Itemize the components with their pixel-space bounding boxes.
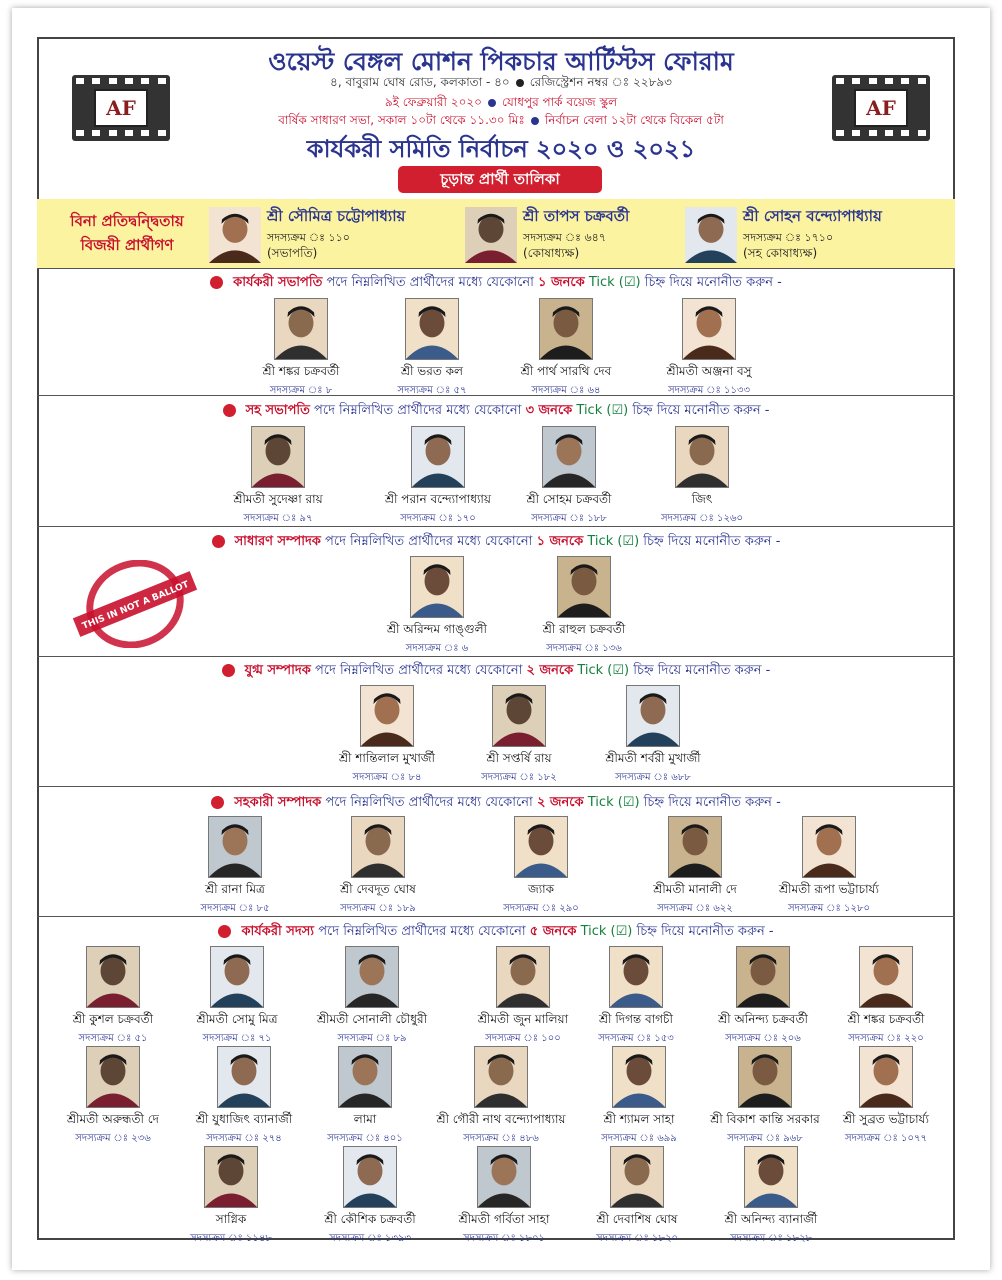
candidate-member-no: সদস্যক্রম ঃ ৪৮৬	[463, 1133, 539, 1144]
candidate-member-no: সদস্যক্রম ঃ ৮৫	[200, 903, 270, 914]
candidate-name: শ্রীমতী মানালী দে	[653, 882, 737, 896]
tick-mark: Tick (☑)	[580, 924, 633, 939]
section-divider	[37, 526, 955, 527]
candidate-photo	[274, 298, 328, 360]
instruction-end: চিহ্ন দিয়ে মনোনীত করুন -	[636, 924, 774, 939]
candidate-card	[691, 1146, 851, 1248]
portrait-icon	[211, 947, 263, 1007]
portrait-icon	[478, 1147, 530, 1207]
candidate-name: শ্রী রাহুল চক্রবর্তী	[542, 622, 626, 636]
section-instruction	[37, 532, 955, 553]
portrait-icon	[610, 947, 662, 1007]
portrait-icon	[860, 947, 912, 1007]
candidate-photo	[411, 426, 465, 488]
candidate-member-no: সদস্যক্রম ঃ ৪০১	[327, 1133, 403, 1144]
candidate-card	[421, 1046, 581, 1148]
portrait-icon	[87, 1047, 139, 1107]
portrait-icon	[205, 1147, 257, 1207]
candidate-name: শ্রী অরিন্দম গাঙ্গুলী	[387, 622, 487, 636]
candidate-name: শ্রী অনিন্দ্য ব্যানার্জী	[724, 1212, 818, 1226]
tick-mark: Tick (☑)	[588, 275, 641, 290]
unopposed-label	[47, 209, 207, 257]
select-count: ৩ জনকে	[525, 403, 573, 418]
candidate-name: শ্রী কৌশিক চক্রবর্তী	[324, 1212, 416, 1226]
candidate-photo	[682, 298, 736, 360]
portrait-icon	[406, 299, 458, 359]
instruction-end: চিহ্ন দিয়ে মনোনীত করুন -	[643, 795, 781, 810]
meeting: বার্ষিক সাধারণ সভা, সকাল ১০টা থেকে ১১.৩০ মিঃ	[278, 113, 525, 127]
candidate-photo	[738, 1046, 792, 1108]
instruction-end: চিহ্ন দিয়ে মনোনীত করুন -	[643, 534, 781, 549]
candidate-photo	[668, 816, 722, 878]
registration: রেজিস্ট্রেশন নম্বর ঃ ২২৮৯৩	[529, 75, 672, 89]
candidate-card	[629, 298, 789, 400]
candidate-card	[357, 556, 517, 658]
red-bullet-icon	[223, 404, 236, 417]
candidate-name: শ্রীমতী গর্বিতা সাহা	[458, 1212, 550, 1226]
section-divider	[37, 656, 955, 657]
candidate-card	[749, 816, 909, 918]
portrait-icon	[737, 947, 789, 1007]
candidate-photo	[204, 1146, 258, 1208]
post-name: কার্যকরী সদস্য	[241, 924, 315, 939]
portrait-icon	[745, 1147, 797, 1207]
logo-right-text: AF	[854, 89, 908, 127]
candidate-photo	[345, 946, 399, 1008]
meeting-line	[0, 112, 1002, 132]
candidate-photo	[675, 426, 729, 488]
candidate-photo	[612, 1046, 666, 1108]
portrait-icon	[739, 1047, 791, 1107]
candidate-card	[806, 1046, 966, 1148]
candidate-name: শ্রী সপ্তর্ষি রায়	[486, 751, 552, 765]
candidate-name: শ্রী দিগন্ত বাগচী	[599, 1012, 673, 1026]
portrait-icon	[540, 299, 592, 359]
winner-member-no: সদস্যক্রম ঃ ১৭১০	[743, 231, 834, 244]
candidate-member-no: সদস্যক্রম ঃ ২০৬	[725, 1033, 801, 1044]
candidate-member-no: সদস্যক্রম ঃ ১০০	[485, 1033, 561, 1044]
bullet-icon	[516, 79, 524, 87]
section-divider	[37, 786, 955, 787]
address-line	[0, 74, 1002, 94]
candidate-name: শ্রীমতী অরুন্ধতী দে	[67, 1112, 159, 1126]
instruction-end: চিহ্ন দিয়ে মনোনীত করুন -	[644, 275, 782, 290]
candidate-member-no: সদস্যক্রম ঃ ১১৩৩	[668, 385, 750, 396]
candidate-photo	[744, 1146, 798, 1208]
candidate-photo	[477, 1146, 531, 1208]
post-name: সাধারণ সম্পাদক	[234, 534, 321, 549]
tick-mark: Tick (☑)	[576, 403, 629, 418]
portrait-icon	[411, 557, 463, 617]
portrait-icon	[275, 299, 327, 359]
candidate-name: শ্রীমতী সুদেষ্ণা রায়	[233, 492, 323, 506]
red-bullet-icon	[210, 276, 223, 289]
candidate-member-no: সদস্যক্রম ঃ ৯৬৮	[727, 1133, 803, 1144]
candidate-member-no: সদস্যক্রম ঃ ২৯০	[503, 903, 579, 914]
unopposed-label-line2: বিজয়ী প্রার্থীগণ	[80, 236, 174, 254]
unopposed-label-line1: বিনা প্রতিদ্বন্দ্বিতায়	[70, 212, 184, 230]
candidate-card	[198, 426, 358, 528]
candidate-name: শ্রী শ্যামল সাহা	[603, 1112, 675, 1126]
portrait-icon	[543, 427, 595, 487]
portrait-icon	[475, 1047, 527, 1107]
candidate-member-no: সদস্যক্রম ঃ ৬৯৯	[601, 1133, 677, 1144]
select-count: ২ জনকে	[526, 663, 574, 678]
candidate-photo	[609, 946, 663, 1008]
winner-role: (সহ কোষাধ্যক্ষ)	[743, 246, 818, 260]
org-name: ওয়েস্ট বেঙ্গল মোশন পিকচার আর্টিস্টস ফোরাম	[268, 47, 734, 76]
red-bullet-icon	[211, 796, 224, 809]
candidate-name: শ্রী দেবাশিষ ঘোষ	[596, 1212, 678, 1226]
select-count: ২ জনকে	[536, 795, 584, 810]
candidate-member-no: সদস্যক্রম ঃ ১২৮০	[788, 903, 870, 914]
instruction-mid: পদে নিম্নলিখিত প্রার্থীদের মধ্যে যেকোনো	[326, 275, 534, 290]
candidate-member-no: সদস্যক্রম ঃ ৫৭	[397, 385, 467, 396]
candidate-photo	[210, 946, 264, 1008]
candidate-member-no: সদস্যক্রম ঃ ১৮৯	[340, 903, 416, 914]
candidate-member-no: সদস্যক্রম ঃ ১৫৩	[598, 1033, 674, 1044]
candidate-name: শ্রী সোহম চক্রবর্তী	[526, 492, 612, 506]
candidate-member-no: সদস্যক্রম ঃ ৬	[405, 643, 469, 654]
logo-left-text: AF	[94, 89, 148, 127]
instruction-mid: পদে নিম্নলিখিত প্রার্থীদের মধ্যে যেকোনো	[314, 663, 523, 678]
candidate-card	[151, 1146, 311, 1248]
winner-member-no: সদস্যক্রম ঃ ১১০	[267, 231, 350, 244]
final-list-badge: চূড়ান্ত প্রার্থী তালিকা	[398, 166, 602, 193]
candidate-name: শ্রী শঙ্কর চক্রবর্তী	[847, 1012, 925, 1026]
section-instruction	[37, 401, 955, 422]
candidate-photo	[859, 1046, 913, 1108]
instruction-mid: পদে নিম্নলিখিত প্রার্থীদের মধ্যে যেকোনো	[314, 403, 522, 418]
candidate-name: শ্রীমতী শর্বরী মুখার্জী	[605, 751, 701, 765]
portrait-icon	[493, 686, 545, 746]
candidate-name: শ্রীমতী জুন মালিয়া	[477, 1012, 569, 1026]
candidate-member-no: সদস্যক্রম ঃ ১১৪৮	[190, 1233, 272, 1244]
portrait-icon	[627, 686, 679, 746]
portrait-icon	[497, 947, 549, 1007]
candidate-member-no: সদস্যক্রম ঃ ৬৮৮	[615, 772, 691, 783]
candidate-photo	[610, 1146, 664, 1208]
candidate-card	[504, 556, 664, 658]
winner-role: (সভাপতি)	[267, 246, 318, 260]
portrait-icon	[252, 427, 304, 487]
candidate-photo	[251, 426, 305, 488]
candidate-name: শ্রী যুধাজিৎ ব্যানার্জী	[195, 1112, 293, 1126]
date-line	[0, 94, 1002, 114]
candidate-photo	[405, 298, 459, 360]
candidate-name: লামা	[353, 1112, 377, 1126]
candidate-name: শ্রী শান্তিলাল মুখার্জী	[339, 751, 435, 765]
candidate-member-no: সদস্যক্রম ঃ ১২৬০	[661, 513, 743, 524]
portrait-icon	[669, 817, 721, 877]
winner-name: শ্রী সৌমিত্র চট্টোপাধ্যায়	[267, 207, 406, 225]
red-bullet-icon	[222, 664, 235, 677]
candidate-member-no: সদস্যক্রম ঃ ৭১	[202, 1033, 272, 1044]
portrait-icon	[803, 817, 855, 877]
portrait-icon	[218, 1047, 270, 1107]
candidate-name: শ্রী গৌরী নাথ বন্দ্যোপাধ্যায়	[436, 1112, 566, 1126]
section-divider	[37, 395, 955, 396]
bullet-icon	[488, 99, 496, 107]
candidate-name: শ্রী পার্থ সারথি দেব	[520, 364, 612, 378]
candidate-member-no: সদস্যক্রম ঃ ১৩৬	[546, 643, 622, 654]
portrait-icon	[860, 1047, 912, 1107]
candidate-name: শ্রী রানা মিত্র	[205, 882, 265, 896]
candidate-card	[806, 946, 966, 1048]
voting: নির্বাচন বেলা ১২টা থেকে বিকেল ৫টা	[544, 113, 724, 127]
portrait-icon	[465, 207, 517, 263]
post-name: সহ সভাপতি	[245, 403, 310, 418]
tick-mark: Tick (☑)	[587, 534, 640, 549]
tick-mark: Tick (☑)	[577, 663, 630, 678]
portrait-icon	[209, 817, 261, 877]
portrait-icon	[685, 207, 737, 263]
candidate-member-no: সদস্যক্রম ঃ ৬২২	[657, 903, 733, 914]
candidate-photo	[736, 946, 790, 1008]
section-instruction	[37, 922, 955, 943]
candidate-member-no: সদস্যক্রম ঃ ১৩৯৩	[329, 1233, 411, 1244]
candidate-card	[155, 816, 315, 918]
section-divider	[37, 268, 955, 269]
candidate-name: শ্রী ভরত কল	[401, 364, 463, 378]
candidate-photo	[217, 1046, 271, 1108]
portrait-icon	[346, 947, 398, 1007]
instruction-end: চিহ্ন দিয়ে মনোনীত করুন -	[632, 403, 770, 418]
candidate-name: শ্রীমতী অঞ্জনা বসু	[666, 364, 752, 378]
red-bullet-icon	[212, 535, 225, 548]
section-instruction	[37, 273, 955, 294]
candidate-member-no: সদস্যক্রম ঃ ৬৪	[531, 385, 601, 396]
candidate-member-no: সদস্যক্রম ঃ ৫১	[78, 1033, 148, 1044]
select-count: ৫ জনকে	[529, 924, 577, 939]
tick-mark: Tick (☑)	[587, 795, 640, 810]
candidate-photo	[492, 685, 546, 747]
candidate-name: শ্রী পরান বন্দ্যোপাধ্যায়	[385, 492, 491, 506]
candidate-card	[573, 685, 733, 787]
candidate-photo	[86, 946, 140, 1008]
candidate-photo	[343, 1146, 397, 1208]
post-name: কার্যকরী সভাপতি	[233, 275, 323, 290]
candidate-member-no: সদস্যক্রম ঃ ৮৯	[337, 1033, 407, 1044]
portrait-icon	[683, 299, 735, 359]
candidate-photo	[496, 946, 550, 1008]
date: ৯ই ফেব্রুয়ারী ২০২০	[384, 95, 482, 109]
bullet-icon	[531, 117, 539, 125]
candidate-name: জ্যাক	[527, 882, 555, 896]
candidate-name: শ্রীমতী রূপা ভট্টাচার্য্য	[779, 882, 879, 896]
portrait-icon	[611, 1147, 663, 1207]
candidate-name: শ্রী সুব্রত ভট্টাচার্য্য	[843, 1112, 929, 1126]
candidate-name: শ্রী অনিন্দ্য চক্রবর্তী	[718, 1012, 808, 1026]
candidate-name: শ্রী দেবদূত ঘোষ	[340, 882, 416, 896]
candidate-card	[461, 816, 621, 918]
portrait-icon	[558, 557, 610, 617]
candidate-photo	[542, 426, 596, 488]
post-name: যুগ্ম সম্পাদক	[244, 663, 311, 678]
address: ৪, বাবুরাম ঘোষ রোড, কলকাতা - ৪০	[330, 75, 510, 89]
candidate-name: শ্রী বিকাশ কান্তি সরকার	[710, 1112, 820, 1126]
candidate-name: জিৎ	[691, 492, 713, 506]
candidate-photo	[859, 946, 913, 1008]
candidate-name: সাগ্নিক	[215, 1212, 247, 1226]
candidate-card	[622, 426, 782, 528]
candidate-photo	[86, 1046, 140, 1108]
candidate-photo	[626, 685, 680, 747]
instruction-mid: পদে নিম্নলিখিত প্রার্থীদের মধ্যে যেকোনো	[325, 795, 533, 810]
stamp-text: THIS IN NOT A BALLOT	[81, 579, 191, 632]
winner-photo	[685, 207, 737, 263]
candidate-photo	[360, 685, 414, 747]
candidate-card	[292, 946, 452, 1048]
portrait-icon	[339, 1047, 391, 1107]
portrait-icon	[515, 817, 567, 877]
portrait-icon	[87, 947, 139, 1007]
candidate-photo	[208, 816, 262, 878]
instruction-mid: পদে নিম্নলিখিত প্রার্থীদের মধ্যে যেকোনো	[325, 534, 533, 549]
candidate-member-no: সদস্যক্রম ঃ ৮	[269, 385, 333, 396]
candidate-card	[486, 298, 646, 400]
candidate-photo	[474, 1046, 528, 1108]
portrait-icon	[613, 1047, 665, 1107]
candidate-member-no: সদস্যক্রম ঃ ৯৭	[243, 513, 313, 524]
page-title: কার্যকরী সমিতি নির্বাচন ২০২০ ও ২০২১	[306, 135, 696, 163]
candidate-member-no: সদস্যক্রম ঃ ২৭৪	[206, 1133, 282, 1144]
candidate-photo	[351, 816, 405, 878]
unopposed-band	[37, 199, 955, 268]
portrait-icon	[352, 817, 404, 877]
venue: যোধপুর পার্ক বয়েজ স্কুল	[501, 95, 618, 109]
winner-photo	[465, 207, 517, 263]
candidate-member-no: সদস্যক্রম ঃ ১৮৮	[531, 513, 607, 524]
winner-member-no: সদস্যক্রম ঃ ৬৪৭	[523, 231, 606, 244]
candidate-photo	[802, 816, 856, 878]
section-instruction	[37, 793, 955, 814]
post-name: সহকারী সম্পাদক	[234, 795, 322, 810]
candidate-photo	[514, 816, 568, 878]
candidate-name: শ্রীমতী সোমু মিত্র	[196, 1012, 278, 1026]
winner-name: শ্রী সোহন বন্দ্যোপাধ্যায়	[743, 207, 882, 225]
candidate-member-no: সদস্যক্রম ঃ ১৭০	[400, 513, 476, 524]
red-bullet-icon	[218, 925, 231, 938]
winner-name: শ্রী তাপস চক্রবর্তী	[523, 207, 630, 225]
portrait-icon	[361, 686, 413, 746]
section-divider	[37, 916, 955, 917]
portrait-icon	[344, 1147, 396, 1207]
candidate-photo	[557, 556, 611, 618]
candidate-card	[298, 816, 458, 918]
candidate-member-no: সদস্যক্রম ঃ ২৩৬	[75, 1133, 151, 1144]
candidate-member-no: সদস্যক্রম ঃ ১৮২৮	[730, 1233, 812, 1244]
winner-role: (কোষাধ্যক্ষ)	[523, 246, 580, 260]
select-count: ১ জনকে	[536, 534, 584, 549]
candidate-member-no: সদস্যক্রম ঃ ১০৭৭	[845, 1133, 927, 1144]
candidate-member-no: সদস্যক্রম ঃ ২২০	[848, 1033, 924, 1044]
candidate-name: শ্রী শঙ্কর চক্রবর্তী	[262, 364, 340, 378]
select-count: ১ জনকে	[538, 275, 585, 290]
candidate-member-no: সদস্যক্রম ঃ ১৮২০	[596, 1233, 678, 1244]
candidate-member-no: সদস্যক্রম ঃ ১৮২	[481, 772, 557, 783]
not-a-ballot-stamp-icon	[70, 560, 200, 648]
portrait-icon	[209, 207, 261, 263]
portrait-icon	[412, 427, 464, 487]
candidate-member-no: সদস্যক্রম ঃ ১৮০১	[463, 1233, 545, 1244]
candidate-photo	[410, 556, 464, 618]
winner-photo	[209, 207, 261, 263]
candidate-name: শ্রীমতী সোনালী চৌধুরী	[316, 1012, 428, 1026]
portrait-icon	[676, 427, 728, 487]
instruction-end: চিহ্ন দিয়ে মনোনীত করুন -	[633, 663, 771, 678]
candidate-photo	[539, 298, 593, 360]
candidate-name: শ্রী কুশল চক্রবর্তী	[72, 1012, 154, 1026]
candidate-member-no: সদস্যক্রম ঃ ৮৪	[352, 772, 422, 783]
section-instruction	[37, 661, 955, 682]
candidate-photo	[338, 1046, 392, 1108]
instruction-mid: পদে নিম্নলিখিত প্রার্থীদের মধ্যে যেকোনো	[318, 924, 526, 939]
